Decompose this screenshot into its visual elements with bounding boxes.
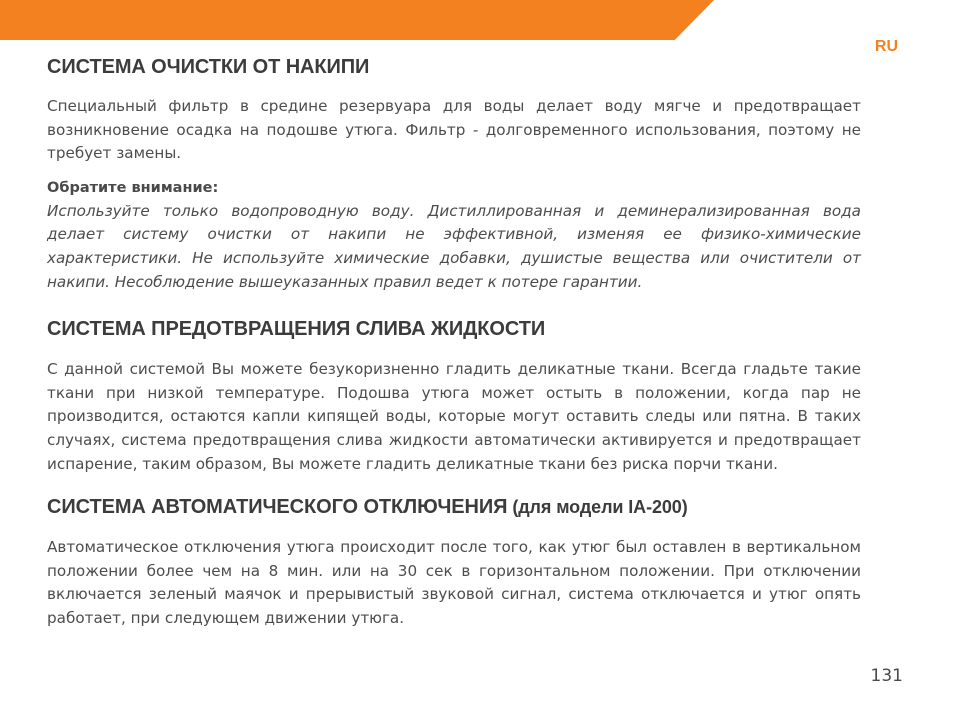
notice-label: Обратите внимание:: [47, 179, 219, 196]
section-title-auto-off: [47, 496, 861, 519]
section-body-auto-off: Автоматическое отключения утюга происходит после того, как утюг был оставлен в вертикальном положении более чем на 8 мин. или на 30 сек в горизонтальном положении. При отключении включается зеленый маячок и прерывистый звуковой сигнал, система отключается и утюг опять работает, при следующем движении утюга.: [47, 538, 861, 627]
section-title-anti-drip: СИСТЕМА ПРЕДОТВРАЩЕНИЯ СЛИВА ЖИДКОСТИ: [47, 318, 546, 341]
language-label: RU: [874, 38, 898, 55]
section-body-descaling: Специальный фильтр в средине резервуара для воды делает воду мягче и предотвращает возникновение осадка на подошве утюга. Фильтр - долговременного использования, поэтому не требует замены.: [47, 97, 861, 163]
section-title-auto-off-model: (для модели IA-200): [507, 497, 688, 518]
notice-text: Используйте только водопроводную воду. Дистиллированная и деминерализированная вода делает систему очистки от накипи не эффективной, изменяя ее физико-химические характеристики. Не используйте химические добавки, душистые вещества или очистители от накипи. Несоблюдение вышеуказанных правил ведет к потере гарантии.: [47, 201, 861, 291]
header-accent-bar: [0, 0, 714, 40]
page-number: 131: [870, 666, 903, 686]
page-content: [47, 56, 861, 631]
section-title-descaling: СИСТЕМА ОЧИСТКИ ОТ НАКИПИ: [47, 56, 370, 78]
section-title-auto-off-main: СИСТЕМА АВТОМАТИЧЕСКОГО ОТКЛЮЧЕНИЯ: [47, 496, 508, 519]
section-body-anti-drip: С данной системой Вы можете безукоризненно гладить деликатные ткани. Всегда гладьте такие ткани при низкой температуре. Подошва утюга может остыть в положении, когда пар не производится, остаются капли кипящей воды, которые могут оставить следы или пятна. В таких случаях, система предотвращения слива жидкости автоматически активируется и предотвращает испарение, таким образом, Вы можете гладить деликатные ткани без риска порчи ткани.: [47, 360, 861, 473]
